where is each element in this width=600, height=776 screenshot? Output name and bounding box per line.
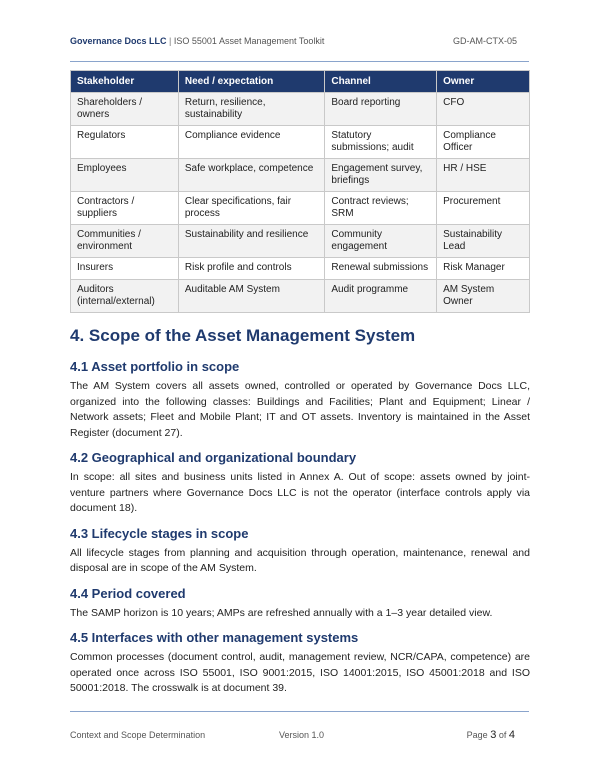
header-separator: | bbox=[169, 36, 172, 46]
footer-version: Version 1.0 bbox=[279, 730, 325, 740]
subsection-heading: 4.1 Asset portfolio in scope bbox=[70, 359, 240, 374]
table-cell: Compliance Officer bbox=[437, 126, 530, 159]
footer-doc-title: Context and Scope Determination bbox=[70, 730, 206, 740]
subsection-body: The SAMP horizon is 10 years; AMPs are refreshed annually with a 1–3 year detailed view. bbox=[70, 606, 493, 619]
table-cell: Communities / environment bbox=[71, 225, 179, 258]
table-header-row bbox=[71, 71, 530, 93]
page-current: 3 bbox=[490, 729, 497, 741]
table-row bbox=[71, 159, 530, 192]
table-cell: Risk profile and controls bbox=[178, 258, 325, 280]
page-number bbox=[467, 729, 515, 741]
table-row bbox=[71, 280, 530, 313]
subsection-heading: 4.4 Period covered bbox=[70, 585, 186, 601]
column-header: Need / expectation bbox=[178, 71, 325, 93]
table-cell: Auditable AM System bbox=[178, 280, 325, 313]
table-cell: Sustainability Lead bbox=[437, 225, 530, 258]
table-cell: Board reporting bbox=[325, 93, 437, 126]
table-cell: Risk Manager bbox=[437, 258, 530, 280]
table-cell: Safe workplace, competence bbox=[178, 159, 325, 192]
column-header: Stakeholder bbox=[71, 71, 179, 93]
table-cell: Auditors (internal/external) bbox=[71, 280, 179, 313]
table-cell: Contract reviews; SRM bbox=[325, 192, 437, 225]
subsection-body: The AM System covers all assets owned, controlled or operated by Governance Docs LLC, organized into the following classes: Buildings and Facilities; Plant and Equipment; Linear / Network assets; Fleet and Mobile Plant; IT and OT assets. Inventory is maintained in the Asset Register (document 27). bbox=[70, 380, 530, 439]
page-header bbox=[70, 36, 529, 50]
table-cell: Statutory submissions; audit bbox=[325, 126, 437, 159]
table-row bbox=[71, 258, 530, 280]
subsection-heading: 4.3 Lifecycle stages in scope bbox=[70, 525, 249, 541]
table-cell: Return, resilience, sustainability bbox=[178, 93, 325, 126]
table-cell: Clear specifications, fair process bbox=[178, 192, 325, 225]
table-cell: Community engagement bbox=[325, 225, 437, 258]
table-row bbox=[71, 126, 530, 159]
subsection-heading: 4.5 Interfaces with other management systems bbox=[70, 630, 359, 645]
stakeholder-table bbox=[70, 70, 530, 313]
subsection-body: Common processes (document control, audit, management review, NCR/CAPA, competence) are operated once across ISO 55001, ISO 9001:2015, ISO 14001:2015, ISO 45001:2018 and ISO 50001:2018. The crosswalk is at document 39. bbox=[70, 651, 530, 694]
column-header: Owner bbox=[437, 71, 530, 93]
footer-divider bbox=[70, 711, 529, 712]
table-cell: Shareholders / owners bbox=[71, 93, 179, 126]
page-footer bbox=[70, 730, 529, 744]
table-cell: Contractors / suppliers bbox=[71, 192, 179, 225]
table-row bbox=[71, 192, 530, 225]
header-subtitle: ISO 55001 Asset Management Toolkit bbox=[173, 36, 325, 46]
header-doc-id: GD-AM-CTX-05 bbox=[452, 36, 517, 46]
table-cell: Procurement bbox=[437, 192, 530, 225]
column-header: Channel bbox=[325, 71, 437, 93]
table-cell: CFO bbox=[437, 93, 530, 126]
page-of: of bbox=[498, 730, 507, 740]
table-cell: Employees bbox=[71, 159, 179, 192]
page-total: 4 bbox=[508, 729, 515, 741]
table-cell: AM System Owner bbox=[437, 280, 530, 313]
section-title: 4. Scope of the Asset Management System bbox=[70, 326, 416, 345]
table-cell: Audit programme bbox=[325, 280, 437, 313]
header-brand: Governance Docs LLC bbox=[70, 36, 167, 46]
table-cell: Sustainability and resilience bbox=[178, 225, 325, 258]
table-cell: Compliance evidence bbox=[178, 126, 325, 159]
subsection-heading: 4.2 Geographical and organizational boundary bbox=[70, 450, 357, 465]
table-cell: Renewal submissions bbox=[325, 258, 437, 280]
page-label: Page bbox=[466, 730, 488, 740]
table-cell: HR / HSE bbox=[437, 159, 530, 192]
table-row bbox=[71, 93, 530, 126]
table-row bbox=[71, 225, 530, 258]
table-cell: Regulators bbox=[71, 126, 179, 159]
table-cell: Insurers bbox=[71, 258, 179, 280]
table-cell: Engagement survey, briefings bbox=[325, 159, 437, 192]
section-scope bbox=[70, 322, 530, 697]
subsection-body: All lifecycle stages from planning and acquisition through operation, maintenance, renewal and disposal are in scope of the AM System. bbox=[70, 546, 530, 574]
header-divider bbox=[70, 61, 529, 62]
subsection-body: In scope: all sites and business units listed in Annex A. Out of scope: assets owned by joint-venture partners where Governance Docs LLC is not the operator (interface controls apply via document 18). bbox=[70, 471, 530, 514]
